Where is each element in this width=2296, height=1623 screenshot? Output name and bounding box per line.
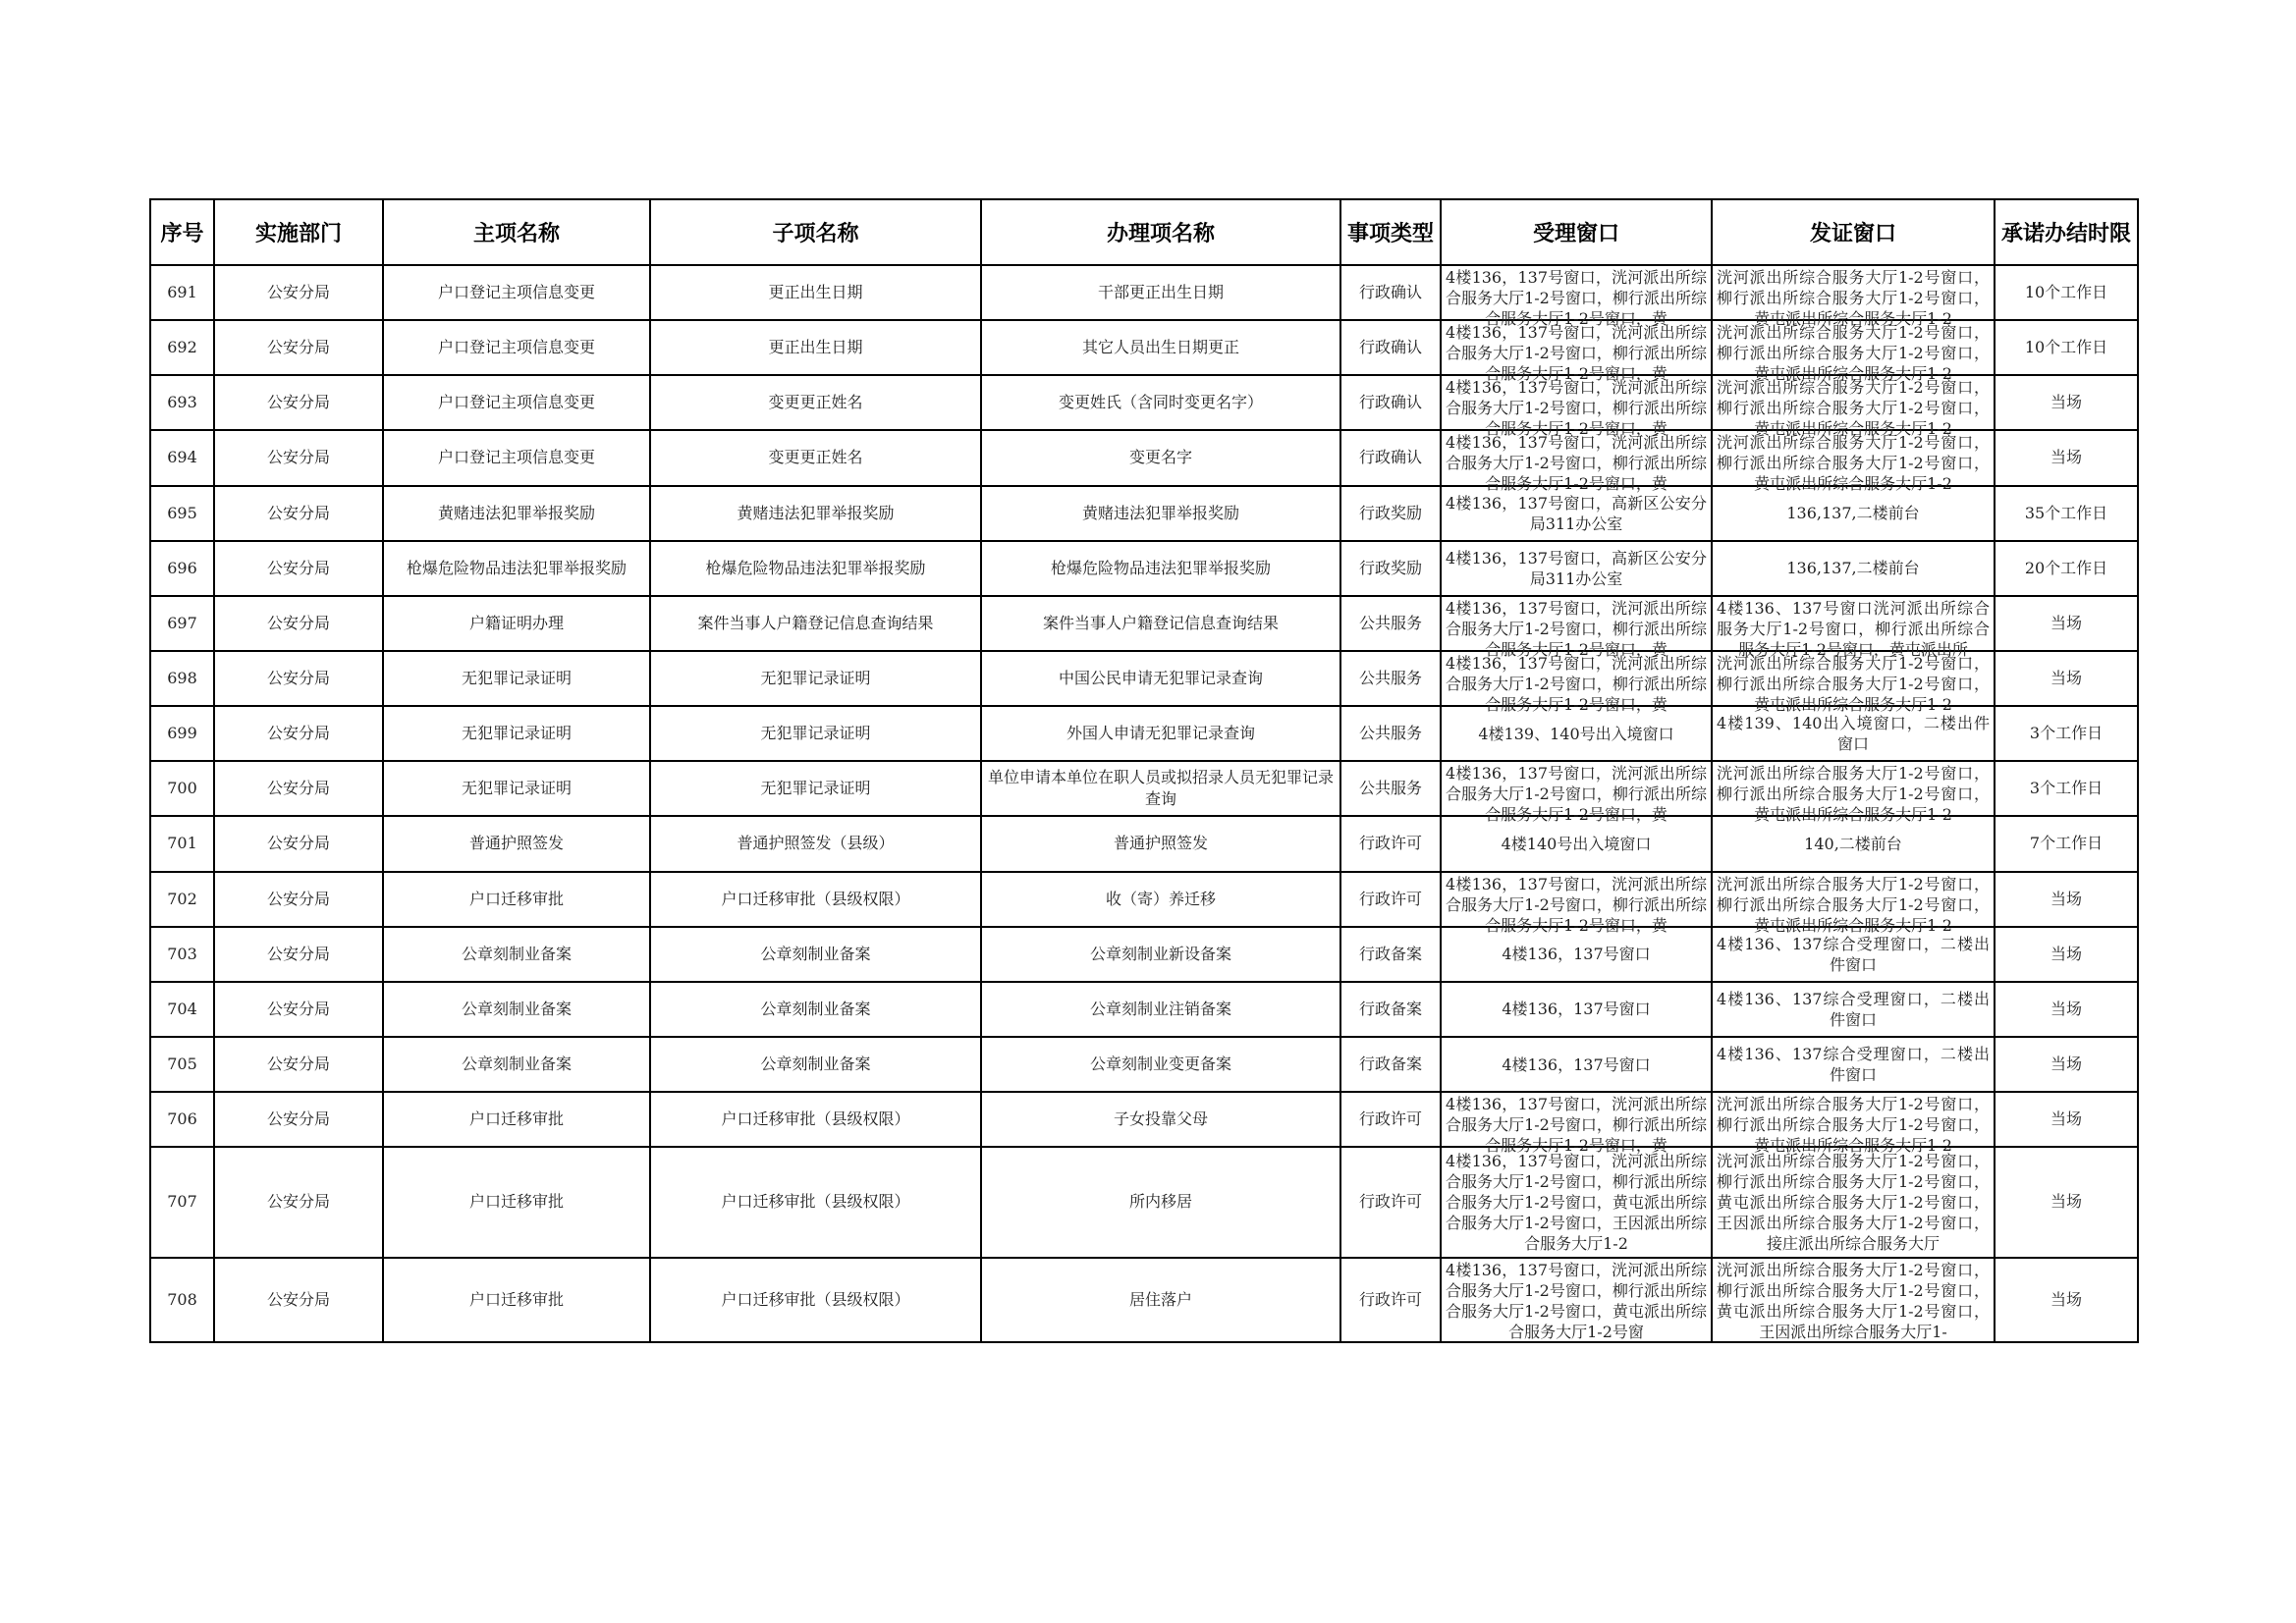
- cell-text-acceptance-window: 4楼136，137号窗口，洸河派出所综合服务大厅1-2号窗口，柳行派出所综合服务大厅1-2号窗口，黄: [1446, 323, 1707, 384]
- cell-handling-item: 中国公民申请无犯罪记录查询: [981, 651, 1340, 706]
- table-row: [150, 1147, 2138, 1257]
- cell-certificate-window: [1712, 651, 1995, 715]
- cell-handling-item: 居住落户: [981, 1258, 1340, 1342]
- table-row: [150, 1092, 2138, 1147]
- cell-text-certificate-window: 洸河派出所综合服务大厅1-2号窗口，柳行派出所综合服务大厅1-2号窗口，黄屯派出所综合服务大厅1-2: [1717, 1095, 1990, 1156]
- cell-department: 公安分局: [214, 761, 383, 816]
- cell-time-limit: 10个工作日: [1995, 320, 2138, 375]
- cell-text-certificate-window: 140,二楼前台: [1804, 834, 1902, 853]
- cell-main-item: 公章刻制业备案: [383, 1037, 650, 1092]
- cell-certificate-window: [1712, 1258, 1995, 1342]
- table-row: [150, 541, 2138, 596]
- cell-serial-number: 697: [150, 596, 214, 651]
- cell-item-type: 行政奖励: [1340, 486, 1441, 541]
- cell-main-item: 公章刻制业备案: [383, 927, 650, 982]
- cell-text-certificate-window: 136,137,二楼前台: [1786, 559, 1920, 578]
- cell-acceptance-window: [1441, 265, 1712, 329]
- table-body: [150, 265, 2138, 1342]
- cell-certificate-window: [1712, 761, 1995, 825]
- cell-serial-number: 694: [150, 430, 214, 485]
- cell-handling-item: 普通护照签发: [981, 816, 1340, 871]
- cell-time-limit: 7个工作日: [1995, 816, 2138, 871]
- cell-text-certificate-window: 洸河派出所综合服务大厅1-2号窗口，柳行派出所综合服务大厅1-2号窗口，黄屯派出所综合服务大厅1-2: [1717, 268, 1990, 329]
- cell-text-acceptance-window: 4楼136，137号窗口，洸河派出所综合服务大厅1-2号窗口，柳行派出所综合服务大厅1-2号窗口，黄: [1446, 378, 1707, 439]
- cell-serial-number: 699: [150, 706, 214, 761]
- cell-department: 公安分局: [214, 816, 383, 871]
- cell-department: 公安分局: [214, 486, 383, 541]
- cell-text-certificate-window: 洸河派出所综合服务大厅1-2号窗口，柳行派出所综合服务大厅1-2号窗口，黄屯派出所综合服务大厅1-2: [1717, 433, 1990, 494]
- cell-serial-number: 696: [150, 541, 214, 596]
- cell-sub-item: 户口迁移审批（县级权限）: [650, 1147, 981, 1257]
- cell-text-acceptance-window: 4楼136，137号窗口: [1502, 1055, 1651, 1074]
- cell-item-type: 行政许可: [1340, 1258, 1441, 1342]
- cell-text-acceptance-window: 4楼136，137号窗口，洸河派出所综合服务大厅1-2号窗口，柳行派出所综合服务大厅1-2号窗口，黄: [1446, 433, 1707, 494]
- cell-certificate-window: [1712, 982, 1995, 1037]
- cell-handling-item: 枪爆危险物品违法犯罪举报奖励: [981, 541, 1340, 596]
- cell-text-acceptance-window: 4楼136，137号窗口，洸河派出所综合服务大厅1-2号窗口，柳行派出所综合服务大厅1-2号窗口，黄: [1446, 874, 1707, 935]
- cell-serial-number: 692: [150, 320, 214, 375]
- cell-certificate-window: [1712, 430, 1995, 494]
- cell-text-acceptance-window: 4楼139、140号出入境窗口: [1478, 724, 1674, 743]
- cell-item-type: 行政许可: [1340, 1092, 1441, 1147]
- cell-text-acceptance-window: 4楼136，137号窗口，高新区公安分局311办公室: [1446, 548, 1707, 588]
- cell-sub-item: 公章刻制业备案: [650, 927, 981, 982]
- cell-text-acceptance-window: 4楼136，137号窗口: [1502, 1000, 1651, 1019]
- cell-item-type: 公共服务: [1340, 706, 1441, 761]
- cell-department: 公安分局: [214, 927, 383, 982]
- cell-sub-item: 变更更正姓名: [650, 375, 981, 430]
- cell-item-type: 行政确认: [1340, 375, 1441, 430]
- table-row: [150, 872, 2138, 927]
- cell-time-limit: 当场: [1995, 375, 2138, 430]
- cell-item-type: 行政备案: [1340, 982, 1441, 1037]
- cell-certificate-window: [1712, 1037, 1995, 1092]
- cell-acceptance-window: [1441, 320, 1712, 384]
- cell-item-type: 行政许可: [1340, 872, 1441, 927]
- cell-serial-number: 702: [150, 872, 214, 927]
- cell-certificate-window: [1712, 1092, 1995, 1156]
- cell-acceptance-window: [1441, 1092, 1712, 1156]
- cell-time-limit: 当场: [1995, 651, 2138, 706]
- header-serial-number: 序号: [150, 199, 214, 265]
- cell-sub-item: 变更更正姓名: [650, 430, 981, 485]
- cell-text-certificate-window: 洸河派出所综合服务大厅1-2号窗口，柳行派出所综合服务大厅1-2号窗口，黄屯派出所综合服务大厅1-2: [1717, 654, 1990, 715]
- cell-serial-number: 691: [150, 265, 214, 320]
- cell-item-type: 行政备案: [1340, 1037, 1441, 1092]
- cell-serial-number: 704: [150, 982, 214, 1037]
- cell-time-limit: 当场: [1995, 1037, 2138, 1092]
- header-sub-item: 子项名称: [650, 199, 981, 265]
- cell-certificate-window: [1712, 320, 1995, 384]
- cell-sub-item: 案件当事人户籍登记信息查询结果: [650, 596, 981, 651]
- cell-sub-item: 公章刻制业备案: [650, 982, 981, 1037]
- cell-acceptance-window: [1441, 1258, 1712, 1342]
- cell-handling-item: 变更姓氏（含同时变更名字）: [981, 375, 1340, 430]
- header-acceptance-window: 受理窗口: [1441, 199, 1712, 265]
- cell-serial-number: 700: [150, 761, 214, 816]
- cell-main-item: 公章刻制业备案: [383, 982, 650, 1037]
- table-row: [150, 761, 2138, 816]
- cell-handling-item: 公章刻制业新设备案: [981, 927, 1340, 982]
- cell-text-certificate-window: 4楼136、137综合受理窗口，二楼出件窗口: [1717, 1045, 1990, 1085]
- cell-item-type: 行政确认: [1340, 430, 1441, 485]
- cell-acceptance-window: [1441, 1037, 1712, 1092]
- cell-acceptance-window: [1441, 375, 1712, 439]
- cell-handling-item: 干部更正出生日期: [981, 265, 1340, 320]
- cell-time-limit: 当场: [1995, 430, 2138, 485]
- cell-main-item: 黄赌违法犯罪举报奖励: [383, 486, 650, 541]
- cell-handling-item: 外国人申请无犯罪记录查询: [981, 706, 1340, 761]
- cell-department: 公安分局: [214, 982, 383, 1037]
- cell-text-certificate-window: 洸河派出所综合服务大厅1-2号窗口，柳行派出所综合服务大厅1-2号窗口，黄屯派出所综合服务大厅1-2: [1717, 323, 1990, 384]
- cell-time-limit: 当场: [1995, 927, 2138, 982]
- cell-handling-item: 收（寄）养迁移: [981, 872, 1340, 927]
- table-row: [150, 596, 2138, 651]
- cell-main-item: 枪爆危险物品违法犯罪举报奖励: [383, 541, 650, 596]
- cell-time-limit: 35个工作日: [1995, 486, 2138, 541]
- cell-text-certificate-window: 4楼136、137综合受理窗口，二楼出件窗口: [1717, 934, 1990, 974]
- cell-time-limit: 当场: [1995, 872, 2138, 927]
- cell-text-acceptance-window: 4楼136，137号窗口: [1502, 945, 1651, 964]
- cell-sub-item: 户口迁移审批（县级权限）: [650, 872, 981, 927]
- cell-text-acceptance-window: 4楼136，137号窗口，高新区公安分局311办公室: [1446, 493, 1707, 533]
- cell-text-certificate-window: 4楼136、137综合受理窗口，二楼出件窗口: [1717, 989, 1990, 1029]
- cell-acceptance-window: [1441, 872, 1712, 935]
- cell-acceptance-window: [1441, 1147, 1712, 1257]
- cell-text-acceptance-window: 4楼136，137号窗口，洸河派出所综合服务大厅1-2号窗口，柳行派出所综合服务大厅1-2号窗口，黄屯派出所综合服务大厅1-2号窗: [1446, 1260, 1707, 1341]
- cell-serial-number: 708: [150, 1258, 214, 1342]
- cell-text-acceptance-window: 4楼140号出入境窗口: [1501, 834, 1652, 853]
- cell-certificate-window: [1712, 1147, 1995, 1257]
- cell-text-certificate-window: 4楼136、137号窗口洸河派出所综合服务大厅1-2号窗口，柳行派出所综合服务大厅1-2号窗口，黄屯派出所: [1717, 598, 1990, 659]
- cell-text-certificate-window: 洸河派出所综合服务大厅1-2号窗口，柳行派出所综合服务大厅1-2号窗口，黄屯派出所综合服务大厅1-2: [1717, 874, 1990, 935]
- cell-department: 公安分局: [214, 1092, 383, 1147]
- cell-certificate-window: [1712, 596, 1995, 659]
- cell-item-type: 行政许可: [1340, 1147, 1441, 1257]
- cell-handling-item: 子女投靠父母: [981, 1092, 1340, 1147]
- cell-sub-item: 枪爆危险物品违法犯罪举报奖励: [650, 541, 981, 596]
- cell-handling-item: 案件当事人户籍登记信息查询结果: [981, 596, 1340, 651]
- cell-time-limit: 当场: [1995, 1258, 2138, 1342]
- cell-department: 公安分局: [214, 872, 383, 927]
- cell-main-item: 户口登记主项信息变更: [383, 320, 650, 375]
- cell-certificate-window: [1712, 927, 1995, 982]
- cell-serial-number: 707: [150, 1147, 214, 1257]
- cell-text-certificate-window: 136,137,二楼前台: [1786, 504, 1920, 523]
- cell-certificate-window: [1712, 265, 1995, 329]
- header-handling-item: 办理项名称: [981, 199, 1340, 265]
- cell-text-acceptance-window: 4楼136，137号窗口，洸河派出所综合服务大厅1-2号窗口，柳行派出所综合服务大厅1-2号窗口，黄: [1446, 598, 1707, 659]
- cell-department: 公安分局: [214, 1037, 383, 1092]
- cell-serial-number: 698: [150, 651, 214, 706]
- cell-department: 公安分局: [214, 375, 383, 430]
- cell-time-limit: 当场: [1995, 982, 2138, 1037]
- cell-main-item: 户口迁移审批: [383, 1092, 650, 1147]
- table-row: [150, 265, 2138, 320]
- cell-department: 公安分局: [214, 1258, 383, 1342]
- cell-handling-item: 其它人员出生日期更正: [981, 320, 1340, 375]
- cell-text-acceptance-window: 4楼136，137号窗口，洸河派出所综合服务大厅1-2号窗口，柳行派出所综合服务大厅1-2号窗口，黄: [1446, 1095, 1707, 1156]
- header-certificate-window: 发证窗口: [1712, 199, 1995, 265]
- cell-item-type: 行政许可: [1340, 816, 1441, 871]
- cell-text-certificate-window: 洸河派出所综合服务大厅1-2号窗口，柳行派出所综合服务大厅1-2号窗口，黄屯派出所综合服务大厅1-2号窗口，王因派出所综合服务大厅1-2号窗口，接庄派出所综合服务大厅: [1717, 1151, 1990, 1253]
- cell-time-limit: 10个工作日: [1995, 265, 2138, 320]
- cell-main-item: 户籍证明办理: [383, 596, 650, 651]
- table-row: [150, 375, 2138, 430]
- cell-item-type: 公共服务: [1340, 761, 1441, 816]
- cell-department: 公安分局: [214, 541, 383, 596]
- cell-main-item: 户口登记主项信息变更: [383, 430, 650, 485]
- cell-sub-item: 黄赌违法犯罪举报奖励: [650, 486, 981, 541]
- cell-department: 公安分局: [214, 706, 383, 761]
- cell-text-acceptance-window: 4楼136，137号窗口，洸河派出所综合服务大厅1-2号窗口，柳行派出所综合服务大厅1-2号窗口，黄: [1446, 764, 1707, 825]
- table-row: [150, 651, 2138, 706]
- cell-handling-item: 变更名字: [981, 430, 1340, 485]
- cell-item-type: 行政奖励: [1340, 541, 1441, 596]
- cell-text-certificate-window: 洸河派出所综合服务大厅1-2号窗口，柳行派出所综合服务大厅1-2号窗口，黄屯派出所综合服务大厅1-2: [1717, 378, 1990, 439]
- cell-sub-item: 户口迁移审批（县级权限）: [650, 1258, 981, 1342]
- header-time-limit: 承诺办结时限: [1995, 199, 2138, 265]
- cell-item-type: 行政确认: [1340, 320, 1441, 375]
- cell-main-item: 无犯罪记录证明: [383, 706, 650, 761]
- cell-sub-item: 无犯罪记录证明: [650, 706, 981, 761]
- cell-sub-item: 普通护照签发（县级）: [650, 816, 981, 871]
- cell-certificate-window: [1712, 541, 1995, 596]
- cell-text-acceptance-window: 4楼136，137号窗口，洸河派出所综合服务大厅1-2号窗口，柳行派出所综合服务大厅1-2号窗口，黄: [1446, 654, 1707, 715]
- cell-time-limit: 3个工作日: [1995, 761, 2138, 816]
- cell-handling-item: 所内移居: [981, 1147, 1340, 1257]
- cell-serial-number: 693: [150, 375, 214, 430]
- cell-handling-item: 公章刻制业变更备案: [981, 1037, 1340, 1092]
- cell-sub-item: 公章刻制业备案: [650, 1037, 981, 1092]
- cell-acceptance-window: [1441, 541, 1712, 596]
- cell-time-limit: 当场: [1995, 596, 2138, 651]
- cell-text-certificate-window: 洸河派出所综合服务大厅1-2号窗口，柳行派出所综合服务大厅1-2号窗口，黄屯派出所综合服务大厅1-2: [1717, 764, 1990, 825]
- cell-certificate-window: [1712, 706, 1995, 761]
- cell-time-limit: 当场: [1995, 1147, 2138, 1257]
- cell-handling-item: 黄赌违法犯罪举报奖励: [981, 486, 1340, 541]
- cell-text-acceptance-window: 4楼136，137号窗口，洸河派出所综合服务大厅1-2号窗口，柳行派出所综合服务大厅1-2号窗口，黄: [1446, 268, 1707, 329]
- cell-sub-item: 无犯罪记录证明: [650, 651, 981, 706]
- cell-time-limit: 当场: [1995, 1092, 2138, 1147]
- cell-acceptance-window: [1441, 596, 1712, 659]
- table-row: [150, 982, 2138, 1037]
- cell-department: 公安分局: [214, 1147, 383, 1257]
- cell-main-item: 无犯罪记录证明: [383, 761, 650, 816]
- cell-text-certificate-window: 4楼139、140出入境窗口，二楼出件窗口: [1717, 714, 1990, 754]
- cell-item-type: 行政确认: [1340, 265, 1441, 320]
- table-row: [150, 1258, 2138, 1342]
- table-row: [150, 1037, 2138, 1092]
- cell-item-type: 行政备案: [1340, 927, 1441, 982]
- cell-certificate-window: [1712, 375, 1995, 439]
- header-item-type: 事项类型: [1340, 199, 1441, 265]
- cell-sub-item: 更正出生日期: [650, 265, 981, 320]
- cell-acceptance-window: [1441, 982, 1712, 1037]
- cell-department: 公安分局: [214, 430, 383, 485]
- cell-main-item: 户口迁移审批: [383, 1258, 650, 1342]
- cell-serial-number: 706: [150, 1092, 214, 1147]
- service-items-table: [149, 198, 2139, 1343]
- cell-text-certificate-window: 洸河派出所综合服务大厅1-2号窗口，柳行派出所综合服务大厅1-2号窗口，黄屯派出所综合服务大厅1-2号窗口，王因派出所综合服务大厅1-: [1717, 1260, 1990, 1341]
- cell-serial-number: 705: [150, 1037, 214, 1092]
- cell-serial-number: 695: [150, 486, 214, 541]
- cell-main-item: 普通护照签发: [383, 816, 650, 871]
- cell-main-item: 户口迁移审批: [383, 872, 650, 927]
- cell-acceptance-window: [1441, 761, 1712, 825]
- header-department: 实施部门: [214, 199, 383, 265]
- table-row: [150, 706, 2138, 761]
- service-items-table-container: [149, 198, 2137, 1343]
- cell-item-type: 公共服务: [1340, 596, 1441, 651]
- header-main-item: 主项名称: [383, 199, 650, 265]
- cell-department: 公安分局: [214, 320, 383, 375]
- cell-text-acceptance-window: 4楼136，137号窗口，洸河派出所综合服务大厅1-2号窗口，柳行派出所综合服务大厅1-2号窗口，黄屯派出所综合服务大厅1-2号窗口，王因派出所综合服务大厅1-2: [1446, 1151, 1707, 1253]
- cell-handling-item: 公章刻制业注销备案: [981, 982, 1340, 1037]
- table-row: [150, 927, 2138, 982]
- cell-acceptance-window: [1441, 651, 1712, 715]
- cell-serial-number: 703: [150, 927, 214, 982]
- cell-certificate-window: [1712, 872, 1995, 935]
- cell-main-item: 户口登记主项信息变更: [383, 375, 650, 430]
- cell-department: 公安分局: [214, 265, 383, 320]
- cell-main-item: 户口迁移审批: [383, 1147, 650, 1257]
- cell-main-item: 户口登记主项信息变更: [383, 265, 650, 320]
- cell-department: 公安分局: [214, 596, 383, 651]
- cell-acceptance-window: [1441, 486, 1712, 541]
- table-row: [150, 430, 2138, 485]
- cell-department: 公安分局: [214, 651, 383, 706]
- cell-serial-number: 701: [150, 816, 214, 871]
- cell-sub-item: 更正出生日期: [650, 320, 981, 375]
- header-row: [150, 199, 2138, 265]
- cell-time-limit: 20个工作日: [1995, 541, 2138, 596]
- cell-sub-item: 户口迁移审批（县级权限）: [650, 1092, 981, 1147]
- cell-handling-item: 单位申请本单位在职人员或拟招录人员无犯罪记录查询: [981, 761, 1340, 816]
- cell-main-item: 无犯罪记录证明: [383, 651, 650, 706]
- table-row: [150, 320, 2138, 375]
- cell-time-limit: 3个工作日: [1995, 706, 2138, 761]
- cell-sub-item: 无犯罪记录证明: [650, 761, 981, 816]
- cell-acceptance-window: [1441, 430, 1712, 494]
- cell-item-type: 公共服务: [1340, 651, 1441, 706]
